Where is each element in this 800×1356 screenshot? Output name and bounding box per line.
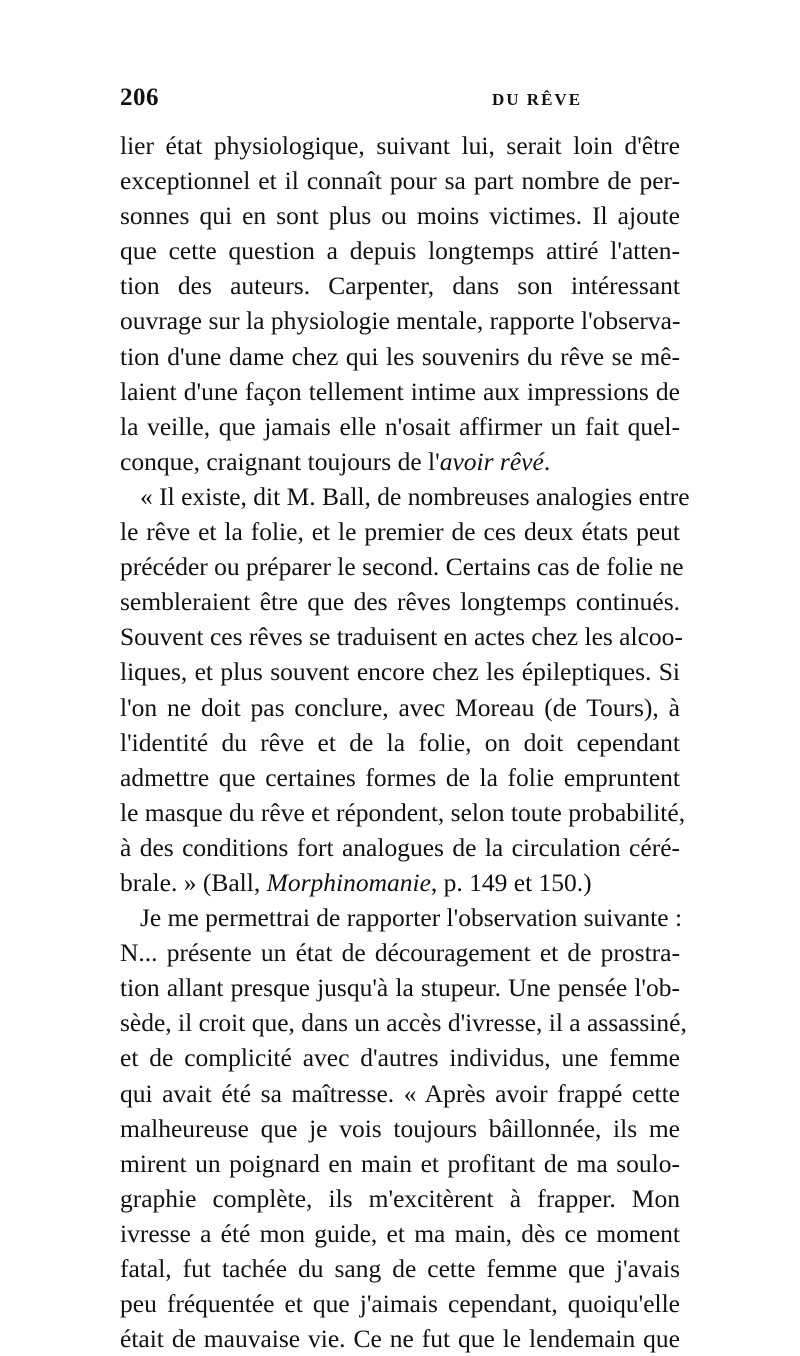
text-line: tion d'une dame chez qui les souvenirs du rêve se mê- (120, 341, 680, 371)
text-line: Je me permettrai de rapporter l'observation suivante : (140, 903, 683, 933)
text-line: exceptionnel et il connaît pour sa part nombre de per- (120, 166, 680, 196)
text-line: conque, craignant toujours de l'avoir rêvé. (120, 446, 551, 476)
text-line: sonnes qui en sont plus ou moins victimes. Il ajoute (120, 201, 680, 231)
text-line: qui avait été sa maîtresse. « Après avoir frappé cette (120, 1078, 680, 1108)
text-line: précéder ou préparer le second. Certains cas de folie ne (120, 552, 684, 582)
italic-text: Morphinomanie (266, 867, 431, 897)
running-head: DU RÊVE (492, 90, 583, 109)
text-line: sède, il croit que, dans un accès d'ivresse, il a assassiné, (120, 1008, 687, 1038)
text-line: la veille, que jamais elle n'osait affirmer un fait quel- (120, 411, 680, 441)
text-line: graphie complète, ils m'excitèrent à frapper. Mon (120, 1183, 680, 1213)
text-line: à des conditions fort analogues de la circulation céré- (120, 832, 680, 862)
text-line: le masque du rêve et répondent, selon toute probabilité, (120, 797, 686, 827)
text-line: « Il existe, dit M. Ball, de nombreuses analogies entre (140, 481, 690, 511)
text-line: malheureuse que je vois toujours bâillonnée, ils me (120, 1113, 680, 1143)
text-line: brale. » (Ball, Morphinomanie, p. 149 et 150.) (120, 867, 592, 897)
page-number: 206 (120, 84, 159, 111)
text-line: ouvrage sur la physiologie mentale, rapporte l'observa- (120, 306, 681, 336)
text-line: tion des auteurs. Carpenter, dans son intéressant (120, 271, 680, 301)
text-line: ivresse a été mon guide, et ma main, dès ce moment (120, 1218, 680, 1248)
text-line: tion allant presque jusqu'à la stupeur. Une pensée l'ob- (120, 973, 680, 1003)
text-line: mirent un poignard en main et profitant de ma soulo- (120, 1148, 680, 1178)
text-line: fatal, fut tachée du sang de cette femme que j'avais (120, 1254, 680, 1283)
text-line: laient d'une façon tellement intime aux impressions de (120, 376, 680, 406)
text-line: Souvent ces rêves se traduisent en actes chez les alcoo- (120, 622, 683, 652)
text-line: l'identité du rêve et de la folie, on doit cependant (120, 727, 680, 757)
body-text (120, 128, 690, 1356)
text-line: l'on ne doit pas conclure, avec Moreau (de Tours), à (120, 692, 680, 722)
text-line: le rêve et la folie, et le premier de ces deux états peut (120, 517, 680, 547)
italic-text: avoir rêvé (439, 446, 544, 476)
text-line: peu fréquentée et que j'aimais cependant, quoiqu'elle (120, 1289, 680, 1319)
text-line: sembleraient être que des rêves longtemps continués. (120, 587, 680, 617)
text-line: liques, et plus souvent encore chez les épileptiques. Si (120, 657, 680, 687)
text-line: N... présente un état de découragement et de prostra- (120, 938, 680, 968)
text-line: que cette question a depuis longtemps attiré l'atten- (120, 236, 680, 266)
text-line: lier état physiologique, suivant lui, serait loin d'être (120, 131, 680, 160)
text-line: et de complicité avec d'autres individus, une femme (120, 1043, 680, 1073)
text-line: admettre que certaines formes de la folie empruntent (120, 762, 680, 792)
page-header (120, 84, 680, 120)
text-line: était de mauvaise vie. Ce ne fut que le lendemain que (120, 1324, 680, 1354)
